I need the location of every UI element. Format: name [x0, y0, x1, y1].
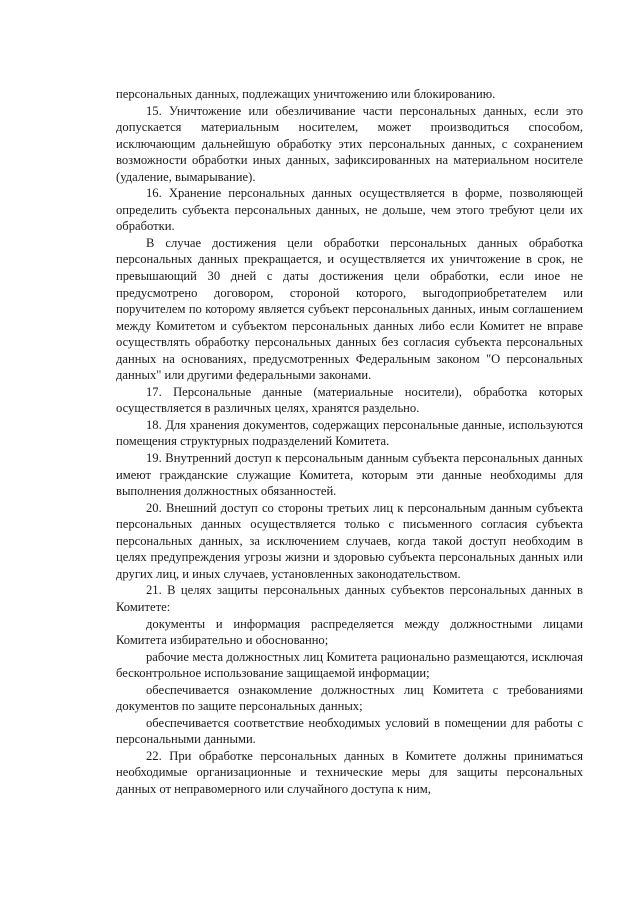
paragraph-21-item-1: документы и информация распределяется между должностными лицами Комитета избирательно и обоснованно;: [116, 616, 583, 648]
paragraph-continuation: персональных данных, подлежащих уничтожению или блокированию.: [116, 87, 496, 101]
paragraph-22: 22. При обработке персональных данных в Комитете должны приниматься необходимые организационные и технические меры для защиты персональных данных от неправомерного или случайного доступа к ним,: [116, 748, 583, 796]
paragraph-15: 15. Уничтожение или обезличивание части персональных данных, если это допускается материальным носителем, может производиться способом, исключающим дальнейшую обработку этих персональных данных, с сохранением возможности обработки иных данных, зафиксированных на материальном носителе (удаление, вымарывание).: [116, 103, 583, 184]
paragraph-17: 17. Персональные данные (материальные носители), обработка которых осуществляется в различных целях, хранятся раздельно.: [116, 384, 583, 416]
paragraph-21-item-3: обеспечивается ознакомление должностных лиц Комитета с требованиями документов по защите персональных данных;: [116, 682, 583, 714]
paragraph-19: 19. Внутренний доступ к персональным данным субъекта персональных данных имеют гражданские служащие Комитета, которым эти данные необходимы для выполнения должностных обязанностей.: [116, 451, 583, 499]
paragraph-18: 18. Для хранения документов, содержащих персональные данные, используются помещения структурных подразделений Комитета.: [116, 417, 583, 449]
paragraph-21: 21. В целях защиты персональных данных субъектов персональных данных в Комитете:: [116, 583, 583, 614]
document-page: [116, 86, 583, 798]
paragraph-16-case: В случае достижения цели обработки персональных данных обработка персональных данных прекращается, и осуществляется их уничтожение в срок, не превышающий 30 дней с даты достижения цели обработки, если иное не предусмотрено договором, стороной которого, выгодоприобретателем или поручителем по которому является субъект персональных данных, иным соглашением между Комитетом и субъектом персональных данных либо если Комитет не вправе осуществлять обработку персональных данных без согласия субъекта персональных данных на основаниях, предусмотренных Федеральным законом "О персональных данных" или другими федеральными законами.: [116, 235, 583, 383]
paragraph-20: 20. Внешний доступ со стороны третьих лиц к персональным данным субъекта персональных данных осуществляется только с письменного согласия субъекта персональных данных, за исключением случаев, когда такой доступ необходим в целях предупреждения угрозы жизни и здоровью субъекта персональных данных или других лиц, и иных случаев, установленных законодательством.: [116, 500, 583, 581]
paragraph-16: 16. Хранение персональных данных осуществляется в форме, позволяющей определить субъекта персональных данных, не дольше, чем этого требуют цели их обработки.: [116, 186, 583, 234]
paragraph-21-item-2: рабочие места должностных лиц Комитета рационально размещаются, исключая бесконтрольное использование защищаемой информации;: [116, 649, 583, 681]
paragraph-21-item-4: обеспечивается соответствие необходимых условий в помещении для работы с персональными данными.: [116, 715, 583, 747]
